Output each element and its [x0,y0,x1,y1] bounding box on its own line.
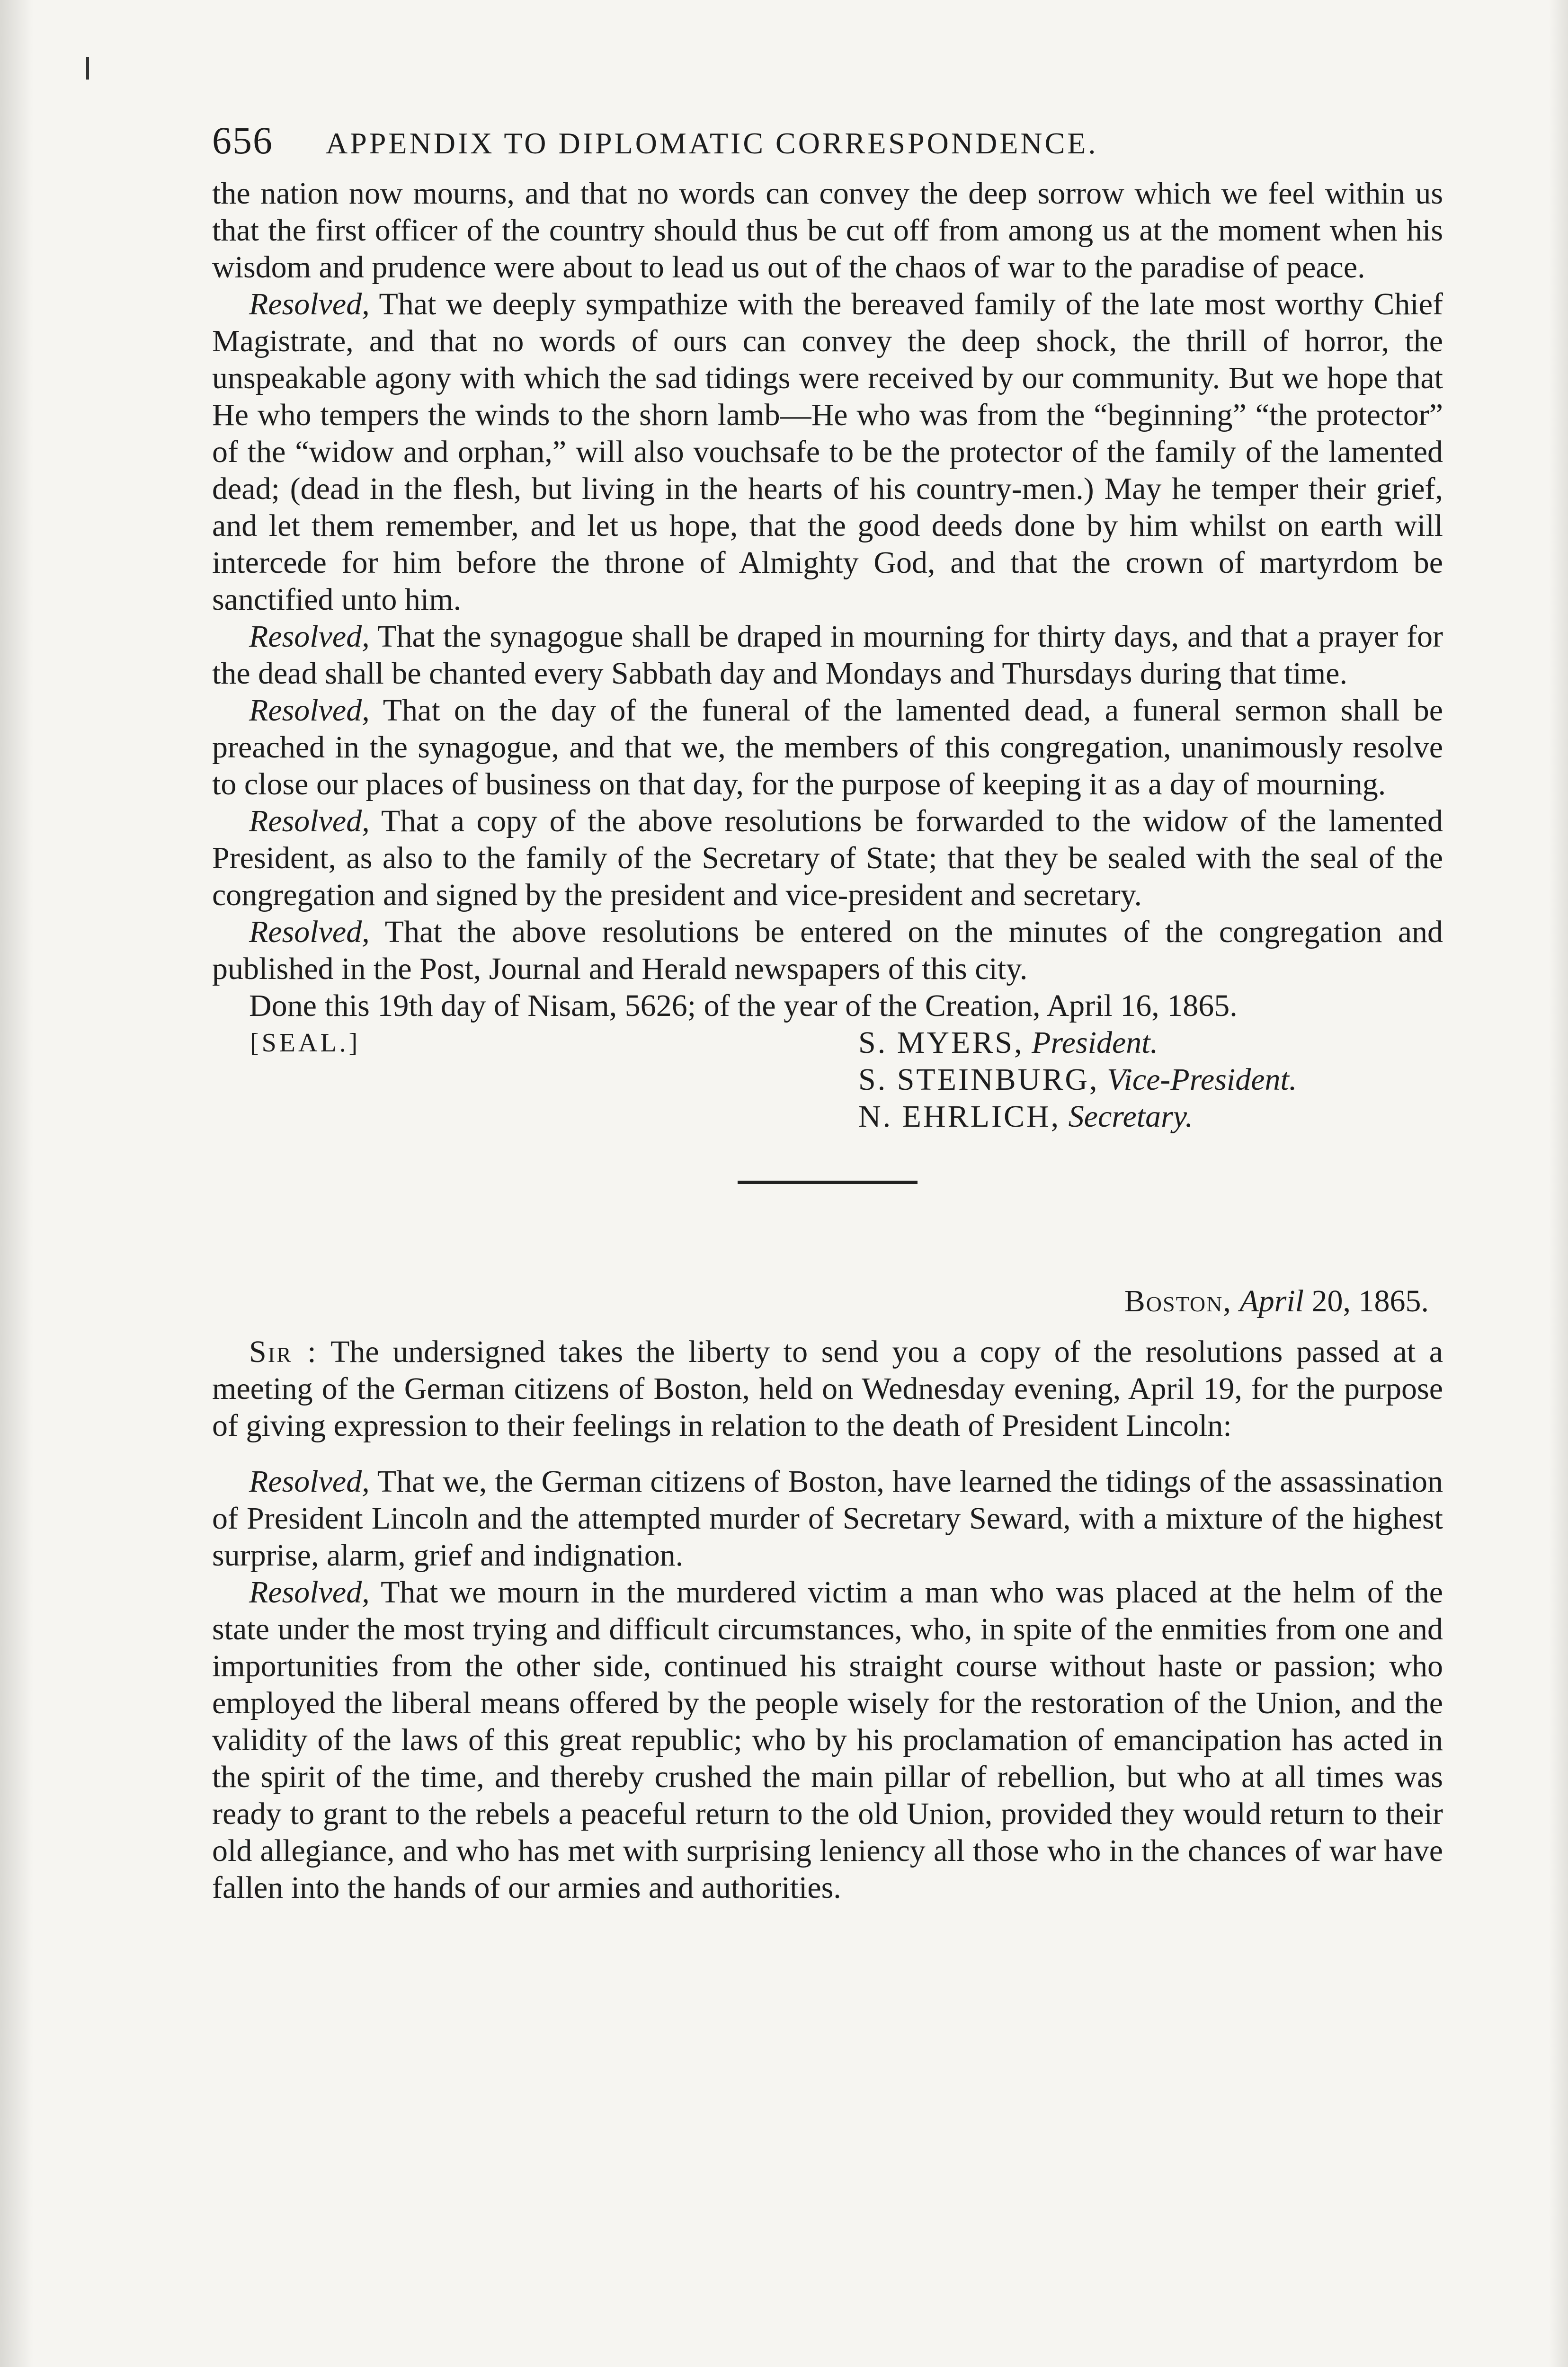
signature-block [212,1024,1443,1138]
seal-mark: [SEAL.] [250,1028,361,1058]
resolved-label: Resolved, [249,693,370,728]
section-divider [738,1181,918,1184]
document-page [212,118,1443,1906]
scan-left-edge [0,0,33,2367]
resolution-paragraph [212,1574,1443,1906]
running-head: APPENDIX TO DIPLOMATIC CORRESPONDENCE. [326,126,1098,160]
resolved-label: Resolved, [249,287,370,321]
resolution-text: That the above resolutions be entered on the minutes of the congregation and published in the Post, Journal and Herald newspapers of this city. [212,915,1443,986]
resolved-label: Resolved, [249,619,370,654]
resolution-text: That we deeply sympathize with the bereaved family of the late most worthy Chief Magistrate, and that no words of ours can convey the deep shock, the thrill of horror, the unspeakable agony with which the sad tidings were received by our community. But we hope that He who tempers the winds to the shorn lamb—He who was from the “beginning” “the protector” of the “widow and orphan,” will also vouchsafe to be the protector of the family of the lamented dead; (dead in the flesh, but living in the hearts of his country-men.) May he temper their grief, and let them remember, and let us hope, that the good deeds done by him whilst on earth will intercede for him before the throne of Almighty God, and that the crown of martyrdom be sanctified unto him. [212,287,1443,617]
dateline [212,1283,1443,1319]
opening-paragraph: the nation now mourns, and that no words can convey the deep sorrow which we feel within us that the first officer of the country should thus be cut off from among us at the moment when his wisdom and prudence were about to lead us out of the chaos of war to the paradise of peace. [212,176,1443,285]
scan-right-edge [1549,0,1568,2367]
margin-mark [86,57,89,80]
resolution-text: That we mourn in the murdered victim a man who was placed at the helm of the state under the most trying and difficult circumstances, who, in spite of the enmities from one and importunities from the other side, continued his straight course without haste or passion; who employed the liberal means offered by the people wisely for the restoration of the Union, and the validity of the laws of this great republic; who by his proclamation of emancipation has acted in the spirit of the time, and thereby crushed the main pillar of rebellion, but who at all times was ready to grant to the rebels a peaceful return to the old Union, provided they would return to their old allegiance, and who has met with surprising leniency all those who in the chances of war have fallen into the hands of our armies and authorities. [212,1575,1443,1905]
resolution-paragraph [212,1463,1443,1574]
letter-intro [212,1334,1443,1444]
resolution-paragraph [212,914,1443,988]
dateline-city: Boston, [1124,1284,1232,1318]
page-header [212,118,1443,175]
resolution-text: That on the day of the funeral of the lamented dead, a funeral sermon shall be preached in the synagogue, and that we, the members of this congregation, unanimously resolve to close our places of business on that day, for the purpose of keeping it as a day of mourning. [212,693,1443,801]
resolution-paragraph [212,618,1443,692]
signature-president [858,1024,1158,1061]
dateline-month: April [1239,1284,1304,1318]
signer-name: N. EHRLICH, [858,1099,1061,1134]
signer-title: Secretary. [1068,1099,1193,1134]
paragraph-gap [212,1444,1443,1463]
page-number: 656 [212,119,273,162]
signer-title: Vice-President. [1107,1062,1297,1097]
resolved-label: Resolved, [249,804,370,838]
signer-name: S. STEINBURG, [858,1062,1099,1097]
signature-vice-president [858,1061,1297,1098]
resolution-paragraph [212,803,1443,914]
signer-title: President. [1032,1025,1158,1060]
resolution-paragraph [212,286,1443,618]
intro-text: The undersigned takes the liberty to send you a copy of the resolutions passed at a meeting of the German citizens of Boston, held on Wednesday evening, April 19, for the purpose of giving expression to their feelings in relation to the death of President Lincoln: [212,1335,1443,1443]
resolution-text: That a copy of the above resolutions be forwarded to the widow of the lamented President, as also to the family of the Secretary of State; that they be sealed with the seal of the congregation and signed by the president and vice-president and secretary. [212,804,1443,912]
done-line: Done this 19th day of Nisam, 5626; of the year of the Creation, April 16, 1865. [249,988,1238,1023]
signature-secretary [858,1098,1193,1135]
dateline-date: 20, 1865. [1311,1284,1429,1318]
resolved-label: Resolved, [249,1575,370,1610]
resolved-label: Resolved, [249,915,370,949]
resolution-text: That we, the German citizens of Boston, have learned the tidings of the assassination of President Lincoln and the attempted murder of Secretary Seward, with a mixture of the highest surprise, alarm, grief and indignation. [212,1464,1443,1573]
resolved-label: Resolved, [249,1464,370,1499]
signer-name: S. MYERS, [858,1025,1024,1060]
resolution-text: That the synagogue shall be draped in mourning for thirty days, and that a prayer for the dead shall be chanted every Sabbath day and Mondays and Thursdays during that time. [212,619,1443,691]
resolution-paragraph [212,692,1443,803]
salutation: Sir : [249,1335,318,1369]
